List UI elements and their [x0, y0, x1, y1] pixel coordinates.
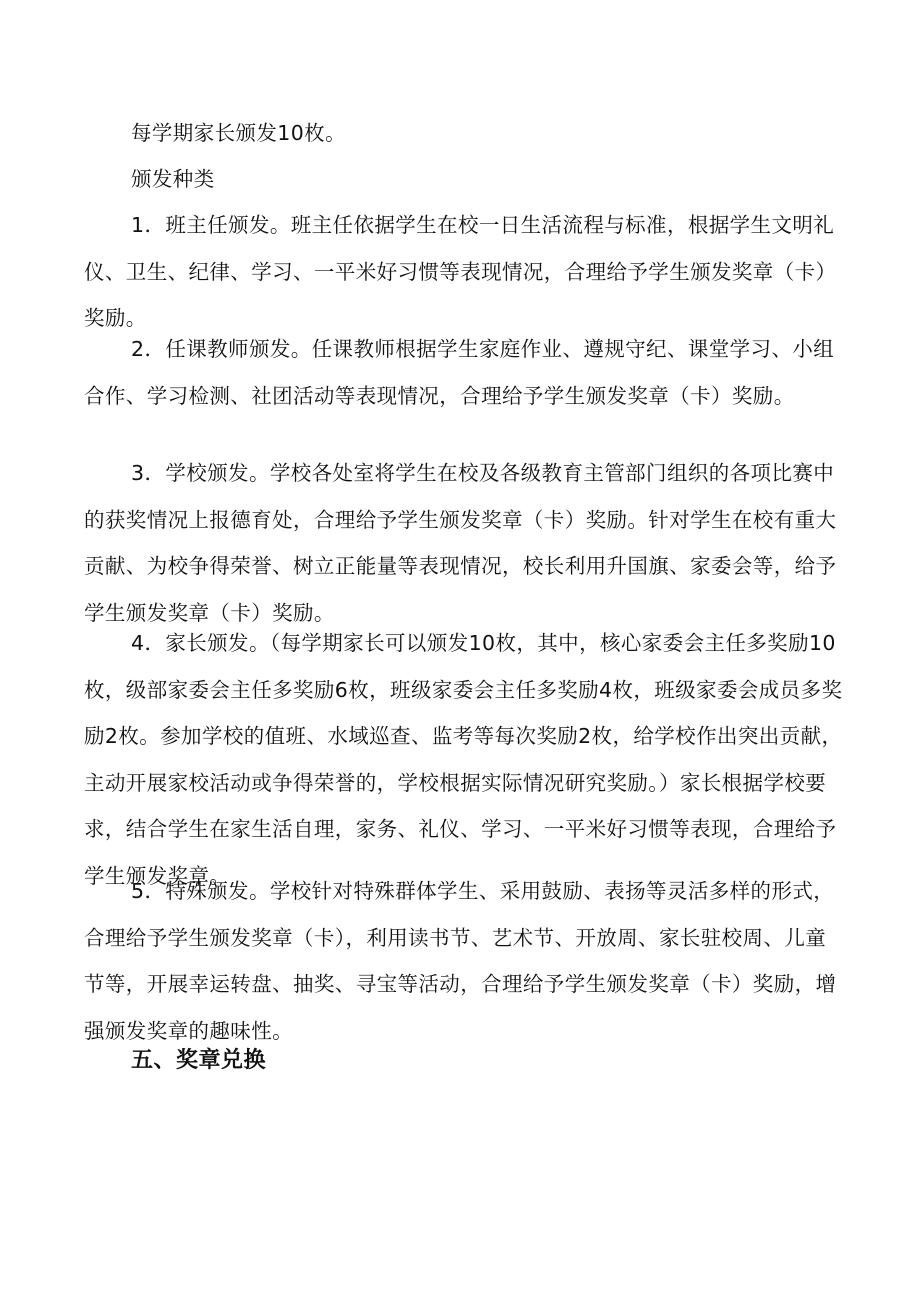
- paragraph-item-2: 2．任课教师颁发。任课教师根据学生家庭作业、遵规守纪、课堂学习、小组合作、学习检测、社团活动等表现情况，合理给予学生颁发奖章（卡）奖励。: [84, 337, 835, 408]
- paragraph-item-1: 1．班主任颁发。班主任依据学生在校一日生活流程与标准，根据学生文明礼仪、卫生、纪律、学习、一平米好习惯等表现情况，合理给予学生颁发奖章（卡）奖励。: [84, 213, 837, 330]
- paragraph-item-4: 4．家长颁发。（每学期家长可以颁发10枚，其中，核心家委会主任多奖励10枚，级部家委会主任多奖励6枚，班级家委会主任多奖励4枚，班级家委会成员多奖励2枚。参加学校的值班、水域巡查、监考等每次奖励2枚，给学校作出突出贡献，主动开展家校活动或争得荣誉的，学校根据实际情况研究奖励。）家长根据学校要求，结合学生在家生活自理，家务、礼仪、学习、一平米好习惯等表现，合理给予学生颁发奖章。: [84, 631, 843, 888]
- section-heading: 五、奖章兑换: [131, 1048, 267, 1073]
- paragraph-item-5: 5．特殊颁发。学校针对特殊群体学生、采用鼓励、表扬等灵活多样的形式，合理给予学生颁发奖章（卡），利用读书节、艺术节、开放周、家长驻校周、儿童节等，开展幸运转盘、抽奖、寻宝等活动，合理给予学生颁发奖章（卡）奖励，增强颁发奖章的趣味性。: [84, 879, 837, 1043]
- paragraph-award-types-label: 颁发种类: [131, 167, 215, 191]
- paragraph-quota: 每学期家长颁发10枚。: [131, 121, 346, 145]
- paragraph-item-3: 3．学校颁发。学校各处室将学生在校及各级教育主管部门组织的各项比赛中的获奖情况上报德育处，合理给予学生颁发奖章（卡）奖励。针对学生在校有重大贡献、为校争得荣誉、树立正能量等表现情况，校长利用升国旗、家委会等，给予学生颁发奖章（卡）奖励。: [84, 461, 837, 625]
